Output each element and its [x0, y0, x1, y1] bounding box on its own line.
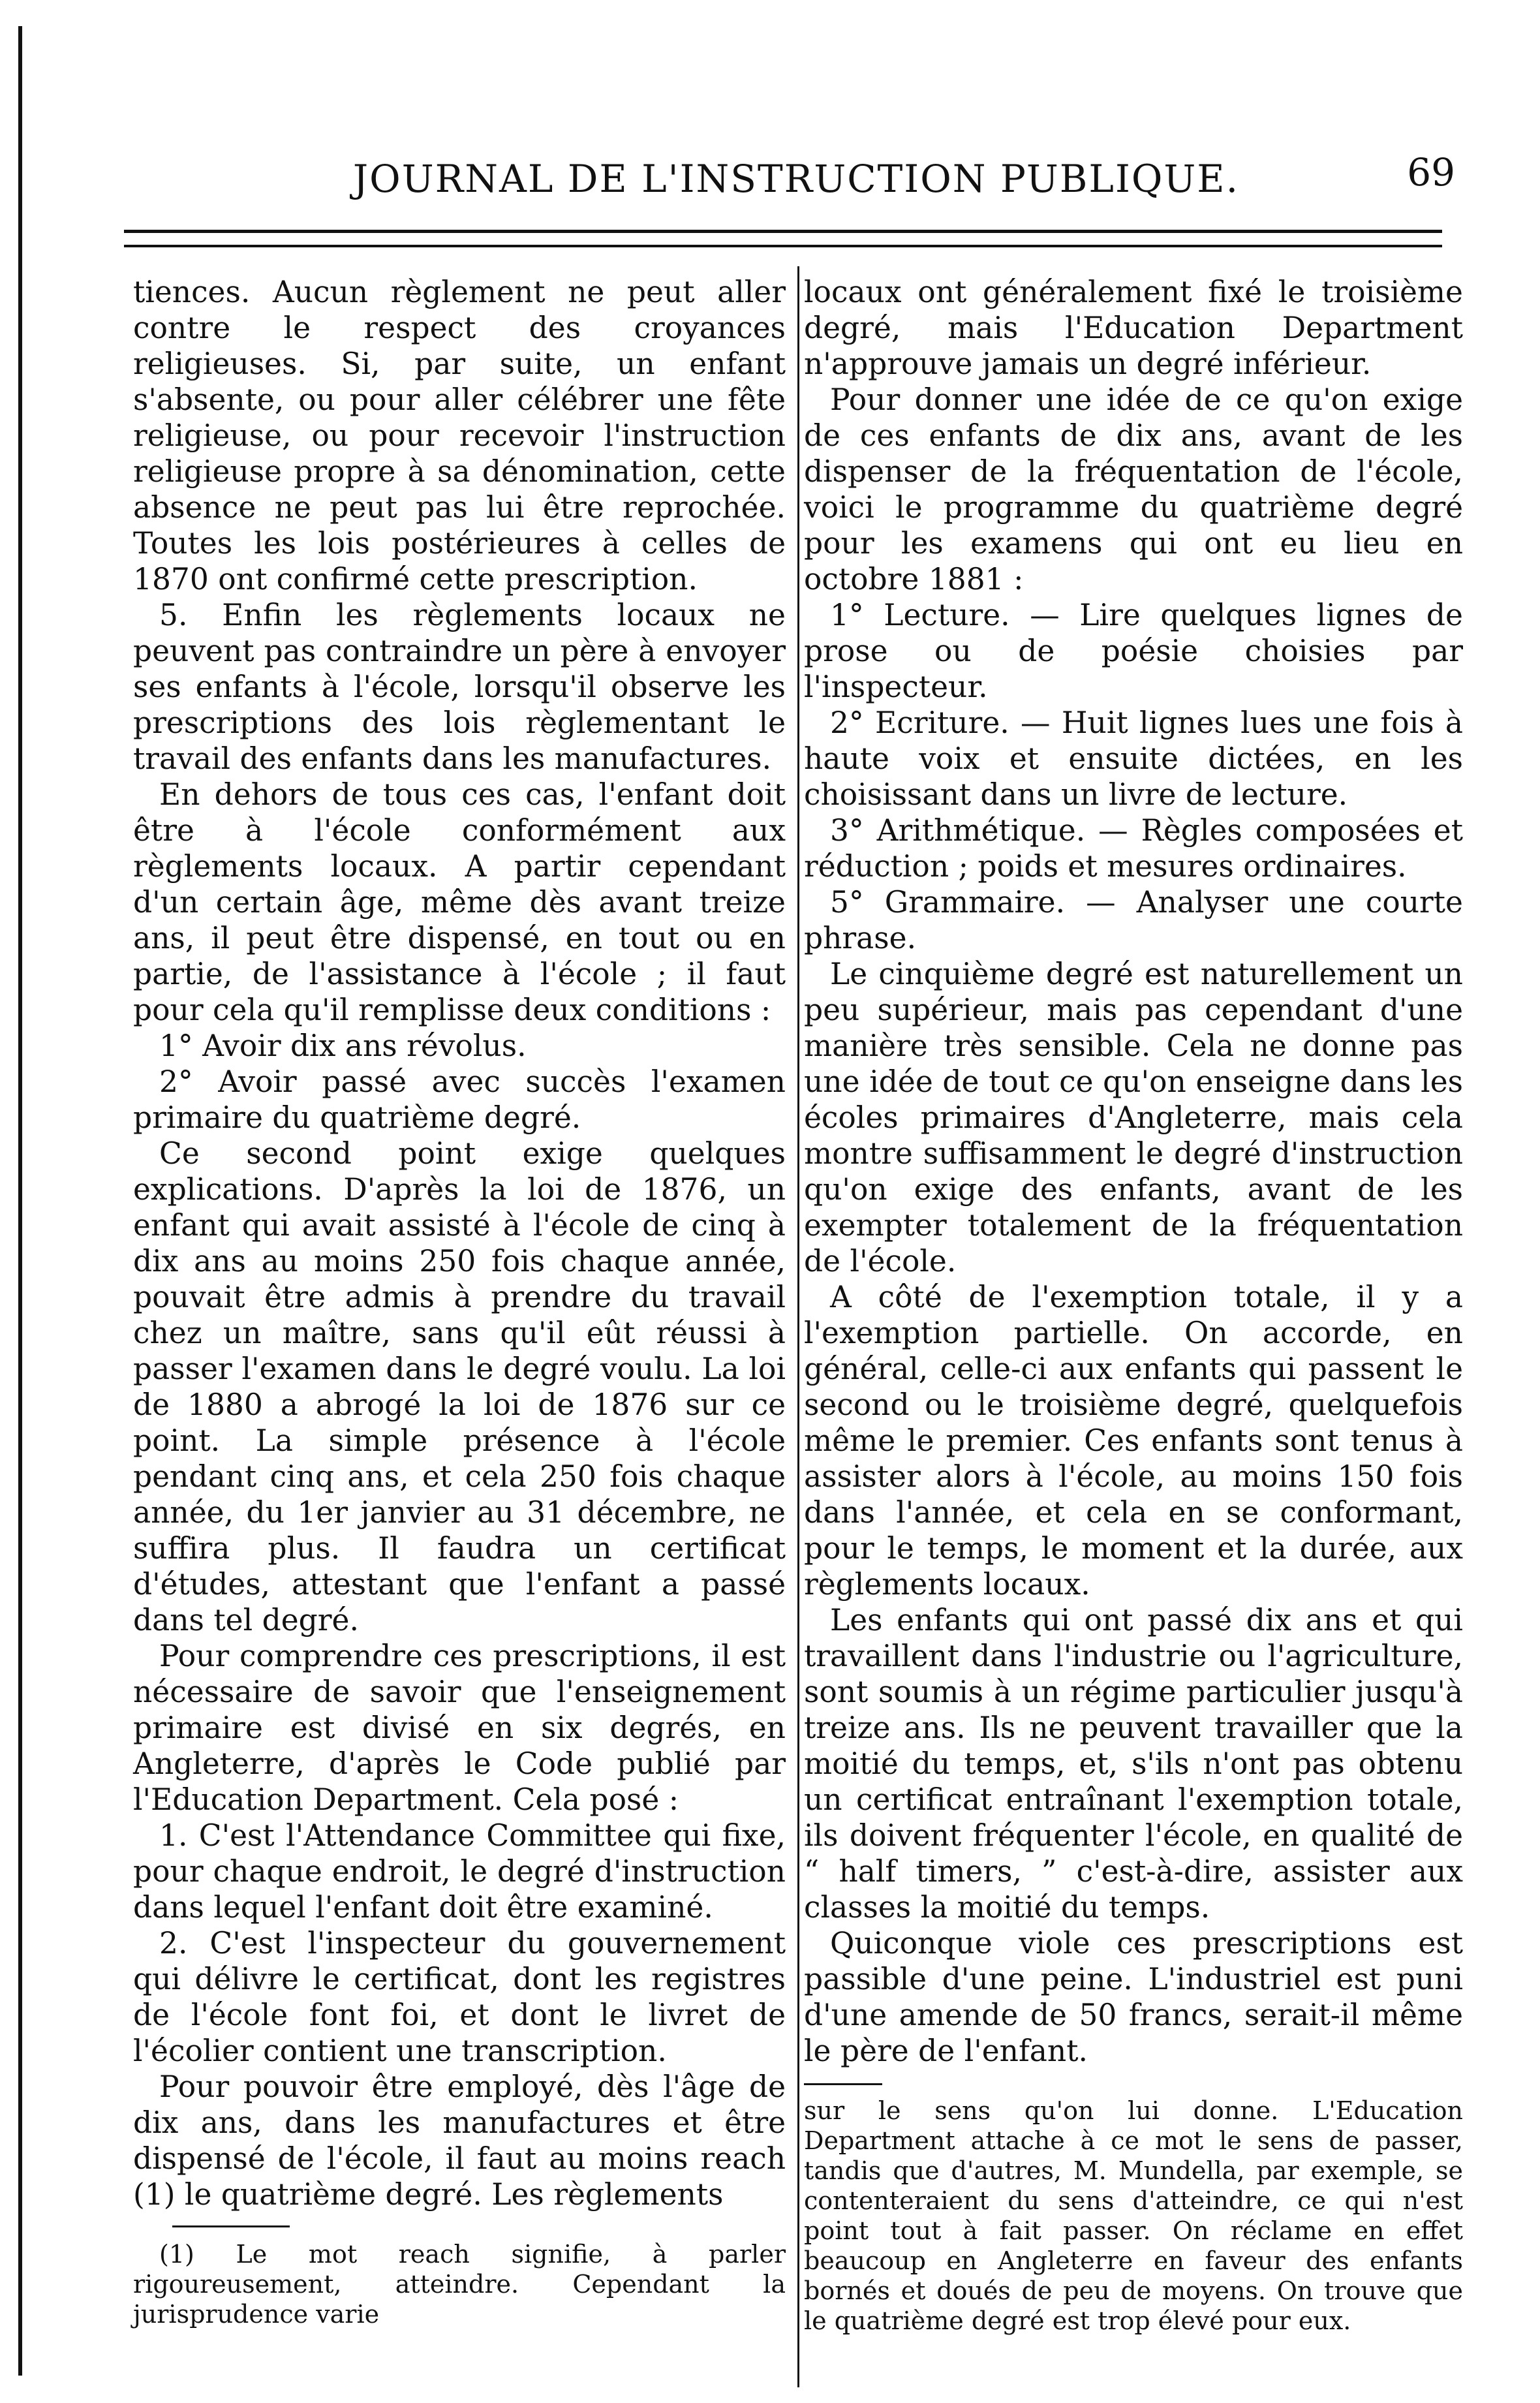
right-column — [804, 274, 1463, 2336]
paragraph: Les enfants qui ont passé dix ans et qui travaillent dans l'industrie ou l'agriculture, sont soumis à un régime particulier jusqu'à treize ans. Ils ne peuvent travailler que la moitié du temps, et, s'ils n'ont pas obtenu un certificat entraînant l'exemption totale, ils doivent fréquenter l'école, en qualité de “ half timers, ” c'est-à-dire, assister aux classes la moitié du temps. — [804, 1603, 1463, 1925]
footnote-rule — [804, 2083, 882, 2085]
list-item: 3° Arithmétique. — Règles composées et réduction ; poids et mesures ordinaires. — [804, 813, 1463, 884]
scan-edge — [18, 26, 22, 2376]
paragraph: Quiconque viole ces prescriptions est passible d'une peine. L'industriel est puni d'une amende de 50 francs, serait-il même le père de l'enfant. — [804, 1926, 1463, 2068]
column-divider — [797, 266, 799, 2387]
page-number: 69 — [1407, 150, 1455, 194]
list-item: 2. C'est l'inspecteur du gouvernement qui délivre le certificat, dont les registres de l'école font foi, et dont le livret de l'écolier contient une transcription. — [133, 1926, 786, 2068]
paragraph: En dehors de tous ces cas, l'enfant doit être à l'école conformément aux règlements locaux. A partir cependant d'un certain âge, même dès avant treize ans, il peut être dispensé, en tout ou en partie, de l'assistance à l'école ; il faut pour cela qu'il remplisse deux conditions : — [133, 777, 786, 1027]
paragraph: locaux ont généralement fixé le troisième degré, mais l'Education Department n'approuve jamais un degré inférieur. — [804, 275, 1463, 381]
paragraph: Pour pouvoir être employé, dès l'âge de dix ans, dans les manufactures et être dispensé de l'école, il faut au moins reach (1) le quatrième degré. Les règlements — [133, 2070, 786, 2212]
list-item: 2° Ecriture. — Huit lignes lues une fois à haute voix et ensuite dictées, en les choisissant dans un livre de lecture. — [804, 705, 1463, 812]
list-item: 2° Avoir passé avec succès l'examen primaire du quatrième degré. — [133, 1064, 786, 1135]
list-item: 5° Grammaire. — Analyser une courte phrase. — [804, 885, 1463, 955]
page-header — [131, 150, 1462, 215]
paragraph: 5. Enfin les règlements locaux ne peuvent pas contraindre un père à envoyer ses enfants à l'école, lorsqu'il observe les prescriptions des lois règlementant le travail des enfants dans les manufactures. — [133, 598, 786, 776]
paragraph: Pour donner une idée de ce qu'on exige de ces enfants de dix ans, avant de les dispenser de la fréquentation de l'école, voici le programme du quatrième degré pour les examens qui ont eu lieu en octobre 1881 : — [804, 382, 1463, 597]
running-title: JOURNAL DE L'INSTRUCTION PUBLIQUE. — [352, 157, 1240, 201]
header-rule — [124, 230, 1442, 247]
list-item: 1° Lecture. — Lire quelques lignes de prose ou de poésie choisies par l'inspecteur. — [804, 598, 1463, 704]
footnote-continuation: sur le sens qu'on lui donne. L'Education Department attache à ce mot le sens de passer, tandis que d'autres, M. Mundella, par exemple, se contenteraient du sens d'atteindre, ce qui n'est point tout à fait passer. On réclame en effet beaucoup en Angleterre en faveur des enfants bornés et doués de peu de moyens. On trouve que le quatrième degré est trop élevé pour eux. — [804, 2096, 1463, 2335]
paragraph: A côté de l'exemption totale, il y a l'exemption partielle. On accorde, en général, celle-ci aux enfants qui passent le second ou le troisième degré, quelquefois même le premier. Ces enfants sont tenus à assister alors à l'école, au moins 150 fois dans l'année, et cela en se conformant, pour le temps, le moment et la durée, aux règlements locaux. — [804, 1280, 1463, 1602]
paragraph: Pour comprendre ces prescriptions, il est nécessaire de savoir que l'enseignement primaire est divisé en six degrés, en Angleterre, d'après le Code publié par l'Education Department. Cela posé : — [133, 1639, 786, 1817]
list-item: 1° Avoir dix ans révolus. — [159, 1029, 527, 1063]
left-column — [133, 274, 786, 2329]
paragraph: tiences. Aucun règlement ne peut aller contre le respect des croyances religieuses. Si, par suite, un enfant s'absente, ou pour aller célébrer une fête religieuse, ou pour recevoir l'instruction religieuse propre à sa dénomination, cette absence ne peut pas lui être reprochée. Toutes les lois postérieures à celles de 1870 ont confirmé cette prescription. — [133, 275, 786, 597]
list-item: 1. C'est l'Attendance Committee qui fixe, pour chaque endroit, le degré d'instruction dans lequel l'enfant doit être examiné. — [133, 1818, 786, 1925]
footnote: (1) Le mot reach signifie, à parler rigoureusement, atteindre. Cependant la jurisprudence varie — [133, 2240, 786, 2329]
footnote-rule — [172, 2225, 290, 2227]
paragraph: Ce second point exige quelques explications. D'après la loi de 1876, un enfant qui avait assisté à l'école de cinq à dix ans au moins 250 fois chaque année, pouvait être admis à prendre du travail chez un maître, sans qu'il eût réussi à passer l'examen dans le degré voulu. La loi de 1880 a abrogé la loi de 1876 sur ce point. La simple présence à l'école pendant cinq ans, et cela 250 fois chaque année, du 1er janvier au 31 décembre, ne suffira plus. Il faudra un certificat d'études, attestant que l'enfant a passé dans tel degré. — [133, 1136, 786, 1637]
paragraph: Le cinquième degré est naturellement un peu supérieur, mais pas cependant d'une manière très sensible. Cela ne donne pas une idée de tout ce qu'on enseigne dans les écoles primaires d'Angleterre, mais cela montre suffisamment le degré d'instruction qu'on exige des enfants, avant de les exempter totalement de la fréquentation de l'école. — [804, 957, 1463, 1279]
